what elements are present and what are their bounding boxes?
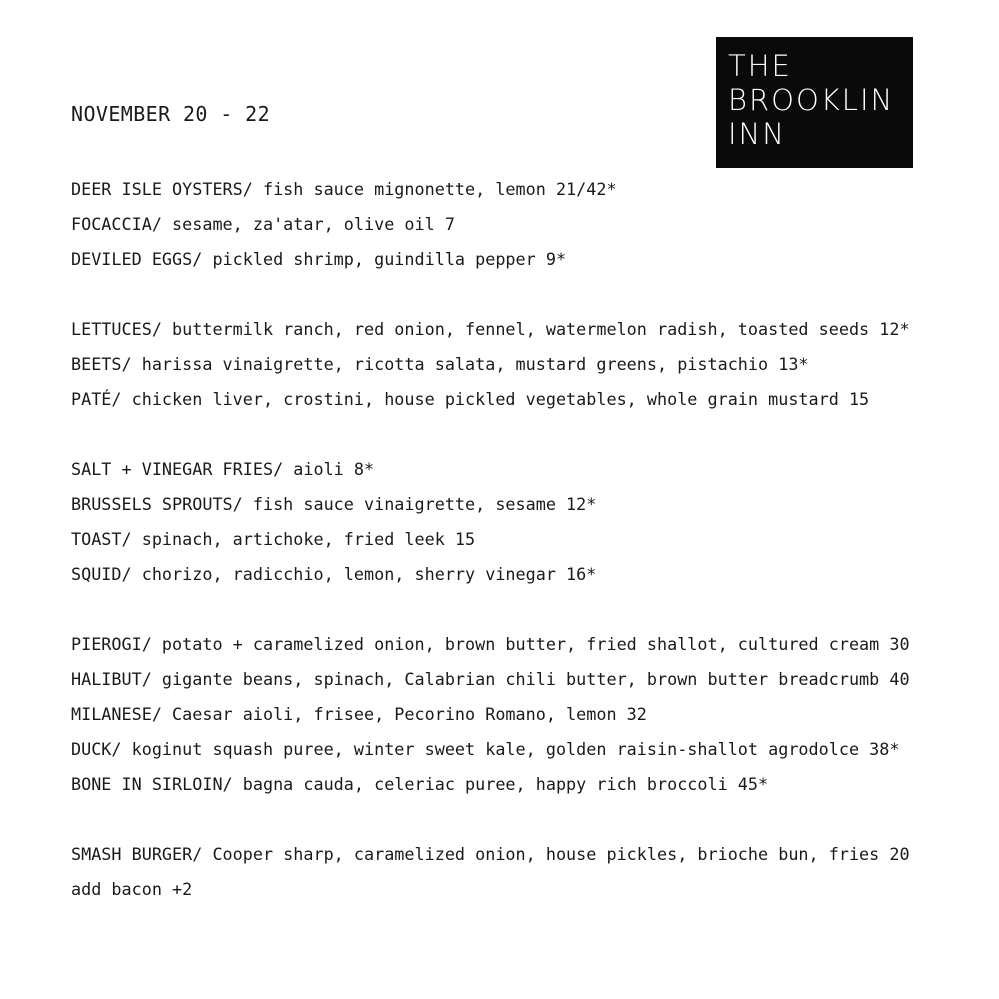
menu-item: SQUID/ chorizo, radicchio, lemon, sherry vinegar 16* bbox=[71, 564, 597, 584]
menu-item: BEETS/ harissa vinaigrette, ricotta salata, mustard greens, pistachio 13* bbox=[71, 354, 809, 374]
menu-section-mains bbox=[71, 631, 971, 806]
menu-item: SALT + VINEGAR FRIES/ aioli 8* bbox=[71, 459, 375, 479]
menu-item: LETTUCES/ buttermilk ranch, red onion, fennel, watermelon radish, toasted seeds 12* bbox=[71, 319, 910, 339]
menu-item: PATÉ/ chicken liver, crostini, house pickled vegetables, whole grain mustard 15 bbox=[71, 389, 870, 409]
menu-item: DEVILED EGGS/ pickled shrimp, guindilla pepper 9* bbox=[71, 249, 567, 269]
menu-item: SMASH BURGER/ Cooper sharp, caramelized onion, house pickles, brioche bun, fries 20 bbox=[71, 844, 910, 864]
menu-section-salads bbox=[71, 316, 971, 421]
menu-date-range: NOVEMBER 20 - 22 bbox=[71, 102, 271, 126]
menu-list bbox=[71, 176, 971, 946]
menu-item: BRUSSELS SPROUTS/ fish sauce vinaigrette, sesame 12* bbox=[71, 494, 597, 514]
restaurant-logo bbox=[716, 37, 913, 168]
menu-item: BONE IN SIRLOIN/ bagna cauda, celeriac puree, happy rich broccoli 45* bbox=[71, 774, 769, 794]
menu-item: FOCACCIA/ sesame, za'atar, olive oil 7 bbox=[71, 214, 455, 234]
menu-item: DEER ISLE OYSTERS/ fish sauce mignonette, lemon 21/42* bbox=[71, 179, 617, 199]
logo-line-1: THE bbox=[728, 49, 792, 83]
menu-item: TOAST/ spinach, artichoke, fried leek 15 bbox=[71, 529, 476, 549]
logo-line-3: INN bbox=[728, 117, 786, 151]
menu-item-addon: add bacon +2 bbox=[71, 879, 193, 899]
menu-item: PIEROGI/ potato + caramelized onion, brown butter, fried shallot, cultured cream 30 bbox=[71, 634, 910, 654]
menu-section-starters bbox=[71, 176, 971, 281]
menu-item: DUCK/ koginut squash puree, winter sweet kale, golden raisin-shallot agrodolce 38* bbox=[71, 739, 900, 759]
menu-section-burger bbox=[71, 841, 971, 911]
menu-section-small-plates bbox=[71, 456, 971, 596]
logo-line-2: BROOKLIN bbox=[728, 83, 895, 117]
menu-item: MILANESE/ Caesar aioli, frisee, Pecorino Romano, lemon 32 bbox=[71, 704, 647, 724]
menu-item: HALIBUT/ gigante beans, spinach, Calabrian chili butter, brown butter breadcrumb 40 bbox=[71, 669, 910, 689]
